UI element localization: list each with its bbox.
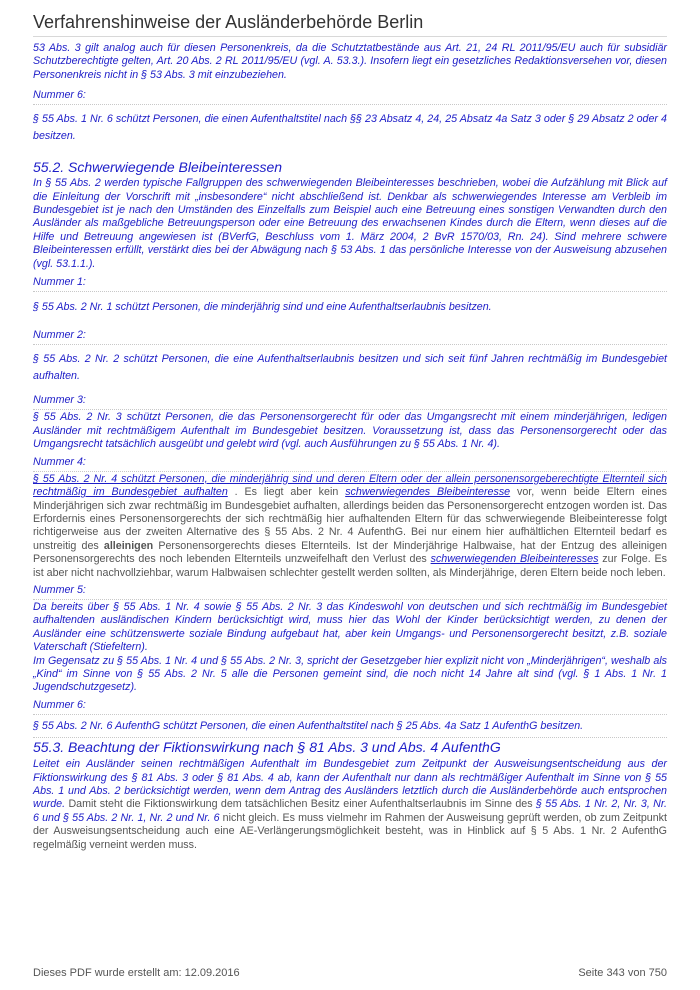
nummer-1-label: Nummer 1:: [33, 276, 667, 292]
nummer-6-label-2: Nummer 6:: [33, 699, 667, 715]
nummer-1-text: § 55 Abs. 2 Nr. 1 schützt Personen, die minderjährig sind und eine Aufenthaltserlaubnis besitzen.: [33, 301, 492, 314]
nummer-2-label: Nummer 2:: [33, 329, 667, 345]
section-55-2-intro: In § 55 Abs. 2 werden typische Fallgruppen des schwerwiegenden Bleibeinteresses beschrieben, wobei die Aufzählung mit Blick auf die Einleitung der Vorschrift mit „insbesondere“ nicht abschließend ist. Denkbar als schwerwiegendes Interesse am Verbleib im Bundesgebiet ist je nach den Umständen des Einzelfalls zum Beispiel auch eine Betreuung eines sonstigen Verwandten durch den Ausländer als maßgebliche Betreuungsperson oder eine Betreuung des erwachsenen Kindes durch die Eltern, wenn dieses auf die Hilfe und Betreuung angewiesen ist (BVerfG, Beschluss vom 1. März 2004, 2 BvR 1570/03, Rn. 24). Sind mehrere schwere Bleibeinteressen erfüllt, verstärkt dies bei der Abwägung nach § 53 Abs. 1 das persönliche Interesse von der Ausweisung abzusehen (vgl. 53.1.1.).: [33, 177, 667, 270]
nummer-5-text-1: Da bereits über § 55 Abs. 1 Nr. 4 sowie § 55 Abs. 2 Nr. 3 das Kindeswohl von deutschen und sich rechtmäßig im Bundesgebiet aufhaltenden ausländischen Kindern berücksichtigt wird, muss hier das Wohl der Kinder berücksichtigt werden, zu denen der Ausländer eine schützenswerte soziale Bindung aufgebaut hat, aber kein Umgangs- und Personensorgerecht besitzt, z.B. soziale Vaterschaft (Stiefeltern).: [33, 600, 667, 654]
nummer-4-lead: § 55 Abs. 2 Nr. 4 schützt Personen, die minderjährig sind und deren Eltern oder der allein personensorgeberechtigte Elternteil sich rechtmäßig im Bundesgebiet aufhalten: [33, 472, 667, 499]
nummer-4-part4: zur Folge. Es ist aber nicht nachvollziehbar, warum Halbwaisen schlechter gestellt werden sollten, als Minderjährige, deren Eltern beide noch leben.: [33, 553, 667, 579]
nummer-6-text: § 55 Abs. 1 Nr. 6 schützt Personen, die einen Aufenthaltstitel nach §§ 23 Absatz 4, 24, 25 Absatz 4a Satz 3 oder § 29 Absatz 2 oder 4 besitzen.: [33, 113, 667, 142]
nummer-3-text: § 55 Abs. 2 Nr. 3 schützt Personen, die das Personensorgerecht für oder das Umgangsrecht mit einem minderjährigen, ledigen Ausländer mit rechtmäßigem Aufenthalt im Bundesgebiet besitzen. Voraussetzung ist, dass das Personensorgerecht oder das Umgangsrecht tatsächlich ausgeübt und gelebt wird (vgl. auch Ausführungen zu § 55 Abs. 1 Nr. 4).: [33, 411, 667, 451]
nummer-4-bold-alleinigen: alleinigen: [103, 539, 154, 552]
section-55-3-refs: § 55 Abs. 1 Nr. 2, Nr. 3, Nr. 6 und § 55 Abs. 2 Nr. 1, Nr. 2 und Nr. 6: [33, 798, 667, 824]
nummer-6-label: Nummer 6:: [33, 89, 667, 105]
nummer-4-part2: vor, wenn beide Eltern eines Minderjährigen sich zwar rechtmäßig im Bundesgebiet aufhalten, allerdings beiden das Personensorgerecht entzogen worden ist. Das Erfordernis eines Personensorgerechts der sich rechtmäßig hier aufhaltenden Eltern für das schwerwiegende Bleibeinteresse folgt richtigerweise aus der zweiten Alternative des § 55 Abs. 2 Nr. 4 AufenthG. Bei nur einem hier aufhältlichen Elternteil bedarf es unstreitig des: [33, 486, 667, 552]
nummer-4-link-bleibeinteresse[interactable]: schwerwiegendes Bleibeinteresse: [345, 486, 511, 499]
header-divider: [33, 36, 667, 37]
nummer-4-label: Nummer 4:: [33, 456, 667, 472]
section-55-2-heading: 55.2. Schwerwiegende Bleibeinteressen: [33, 159, 283, 176]
nummer-4-text: [33, 473, 667, 580]
nummer-6-text-2: § 55 Abs. 2 Nr. 6 AufenthG schützt Personen, die einen Aufenthaltstitel nach § 25 Abs. 4a Satz 1 AufenthG besitzen.: [33, 719, 584, 732]
nummer-2-text: § 55 Abs. 2 Nr. 2 schützt Personen, die eine Aufenthaltserlaubnis besitzen und sich seit fünf Jahren rechtmäßig im Bundesgebiet aufhalten.: [33, 353, 667, 382]
intro-paragraph: 53 Abs. 3 gilt analog auch für diesen Personenkreis, da die Schutztatbestände aus Art. 21, 24 RL 2011/95/EU auch für subsidiär Schutzberechtigte gelten, Art. 20 Abs. 2 RL 2011/95/EU (vgl. A. 53.3.). Insofern liegt ein gesetzliches Redaktionsversehen vor, diesen Personenkreis nicht in § 53 Abs. 3 mit einzubeziehen.: [33, 42, 667, 81]
nummer-3-label: Nummer 3:: [33, 394, 667, 410]
nummer-5-label: Nummer 5:: [33, 584, 667, 600]
section-55-3-text: [33, 758, 667, 852]
document-title: Verfahrenshinweise der Ausländerbehörde Berlin: [33, 12, 424, 32]
nummer-4-part3: Personensorgerechts dieses Elternteils. Ist der Minderjährige Halbwaise, hat der Entzug des alleinigen Personensorgerechts des noch lebenden Elternteils unzweifelhaft den Verlust des: [33, 539, 667, 566]
footer-created-date: Dieses PDF wurde erstellt am: 12.09.2016: [33, 967, 240, 979]
nummer-4-part1: . Es liegt aber kein: [227, 486, 346, 499]
section-55-3-part2: nicht gleich. Es muss vielmehr im Rahmen der Ausweisung geprüft werden, ob zum Zeitpunkt der Ausweisungsentscheidung auch eine AE-Verlängerungsmöglichkeit besteht, was in Hinblick auf § 5 Abs. 1 Nr. 2 AufenthG regelmäßig verneint werden muss.: [33, 811, 667, 851]
section-55-3-heading: 55.3. Beachtung der Fiktionswirkung nach § 81 Abs. 3 und Abs. 4 AufenthG: [33, 737, 667, 756]
document-content: [33, 40, 667, 852]
footer-page-number: Seite 343 von 750: [578, 967, 667, 979]
nummer-4-link-bleibeinteresses[interactable]: schwerwiegenden Bleibeinteresses: [430, 553, 599, 566]
document-page: [33, 0, 667, 990]
section-55-3-part1: Damit steht die Fiktionswirkung dem tatsächlichen Besitz einer Aufenthaltserlaubnis im Sinne des: [65, 798, 536, 811]
nummer-5-text-2: Im Gegensatz zu § 55 Abs. 1 Nr. 4 und § 55 Abs. 2 Nr. 3, spricht der Gesetzgeber hier explizit nicht von „Minderjährigen“, weshalb als „Kind“ im Sinne von § 55 Abs. 2 Nr. 5 alle die Personen gemeint sind, die noch nicht 14 Jahre alt sind (vgl. § 1 Abs. 1 Nr. 1 Jugendschutzgesetz).: [33, 654, 667, 694]
section-55-3-lead: Leitet ein Ausländer seinen rechtmäßigen Aufenthalt im Bundesgebiet zum Zeitpunkt der Ausweisungsentscheidung aus der Fiktionswirkung des § 81 Abs. 3 oder § 81 Abs. 4 ab, kann der Aufenthalt nur dann als rechtmäßiger Aufenthalt im Sinne von § 55 Abs. 1 und Abs. 2 berücksichtigt werden, wenn dem Antrag des Ausländers letztlich durch die Ausländerbehörde auch entsprochen wurde.: [33, 758, 667, 811]
